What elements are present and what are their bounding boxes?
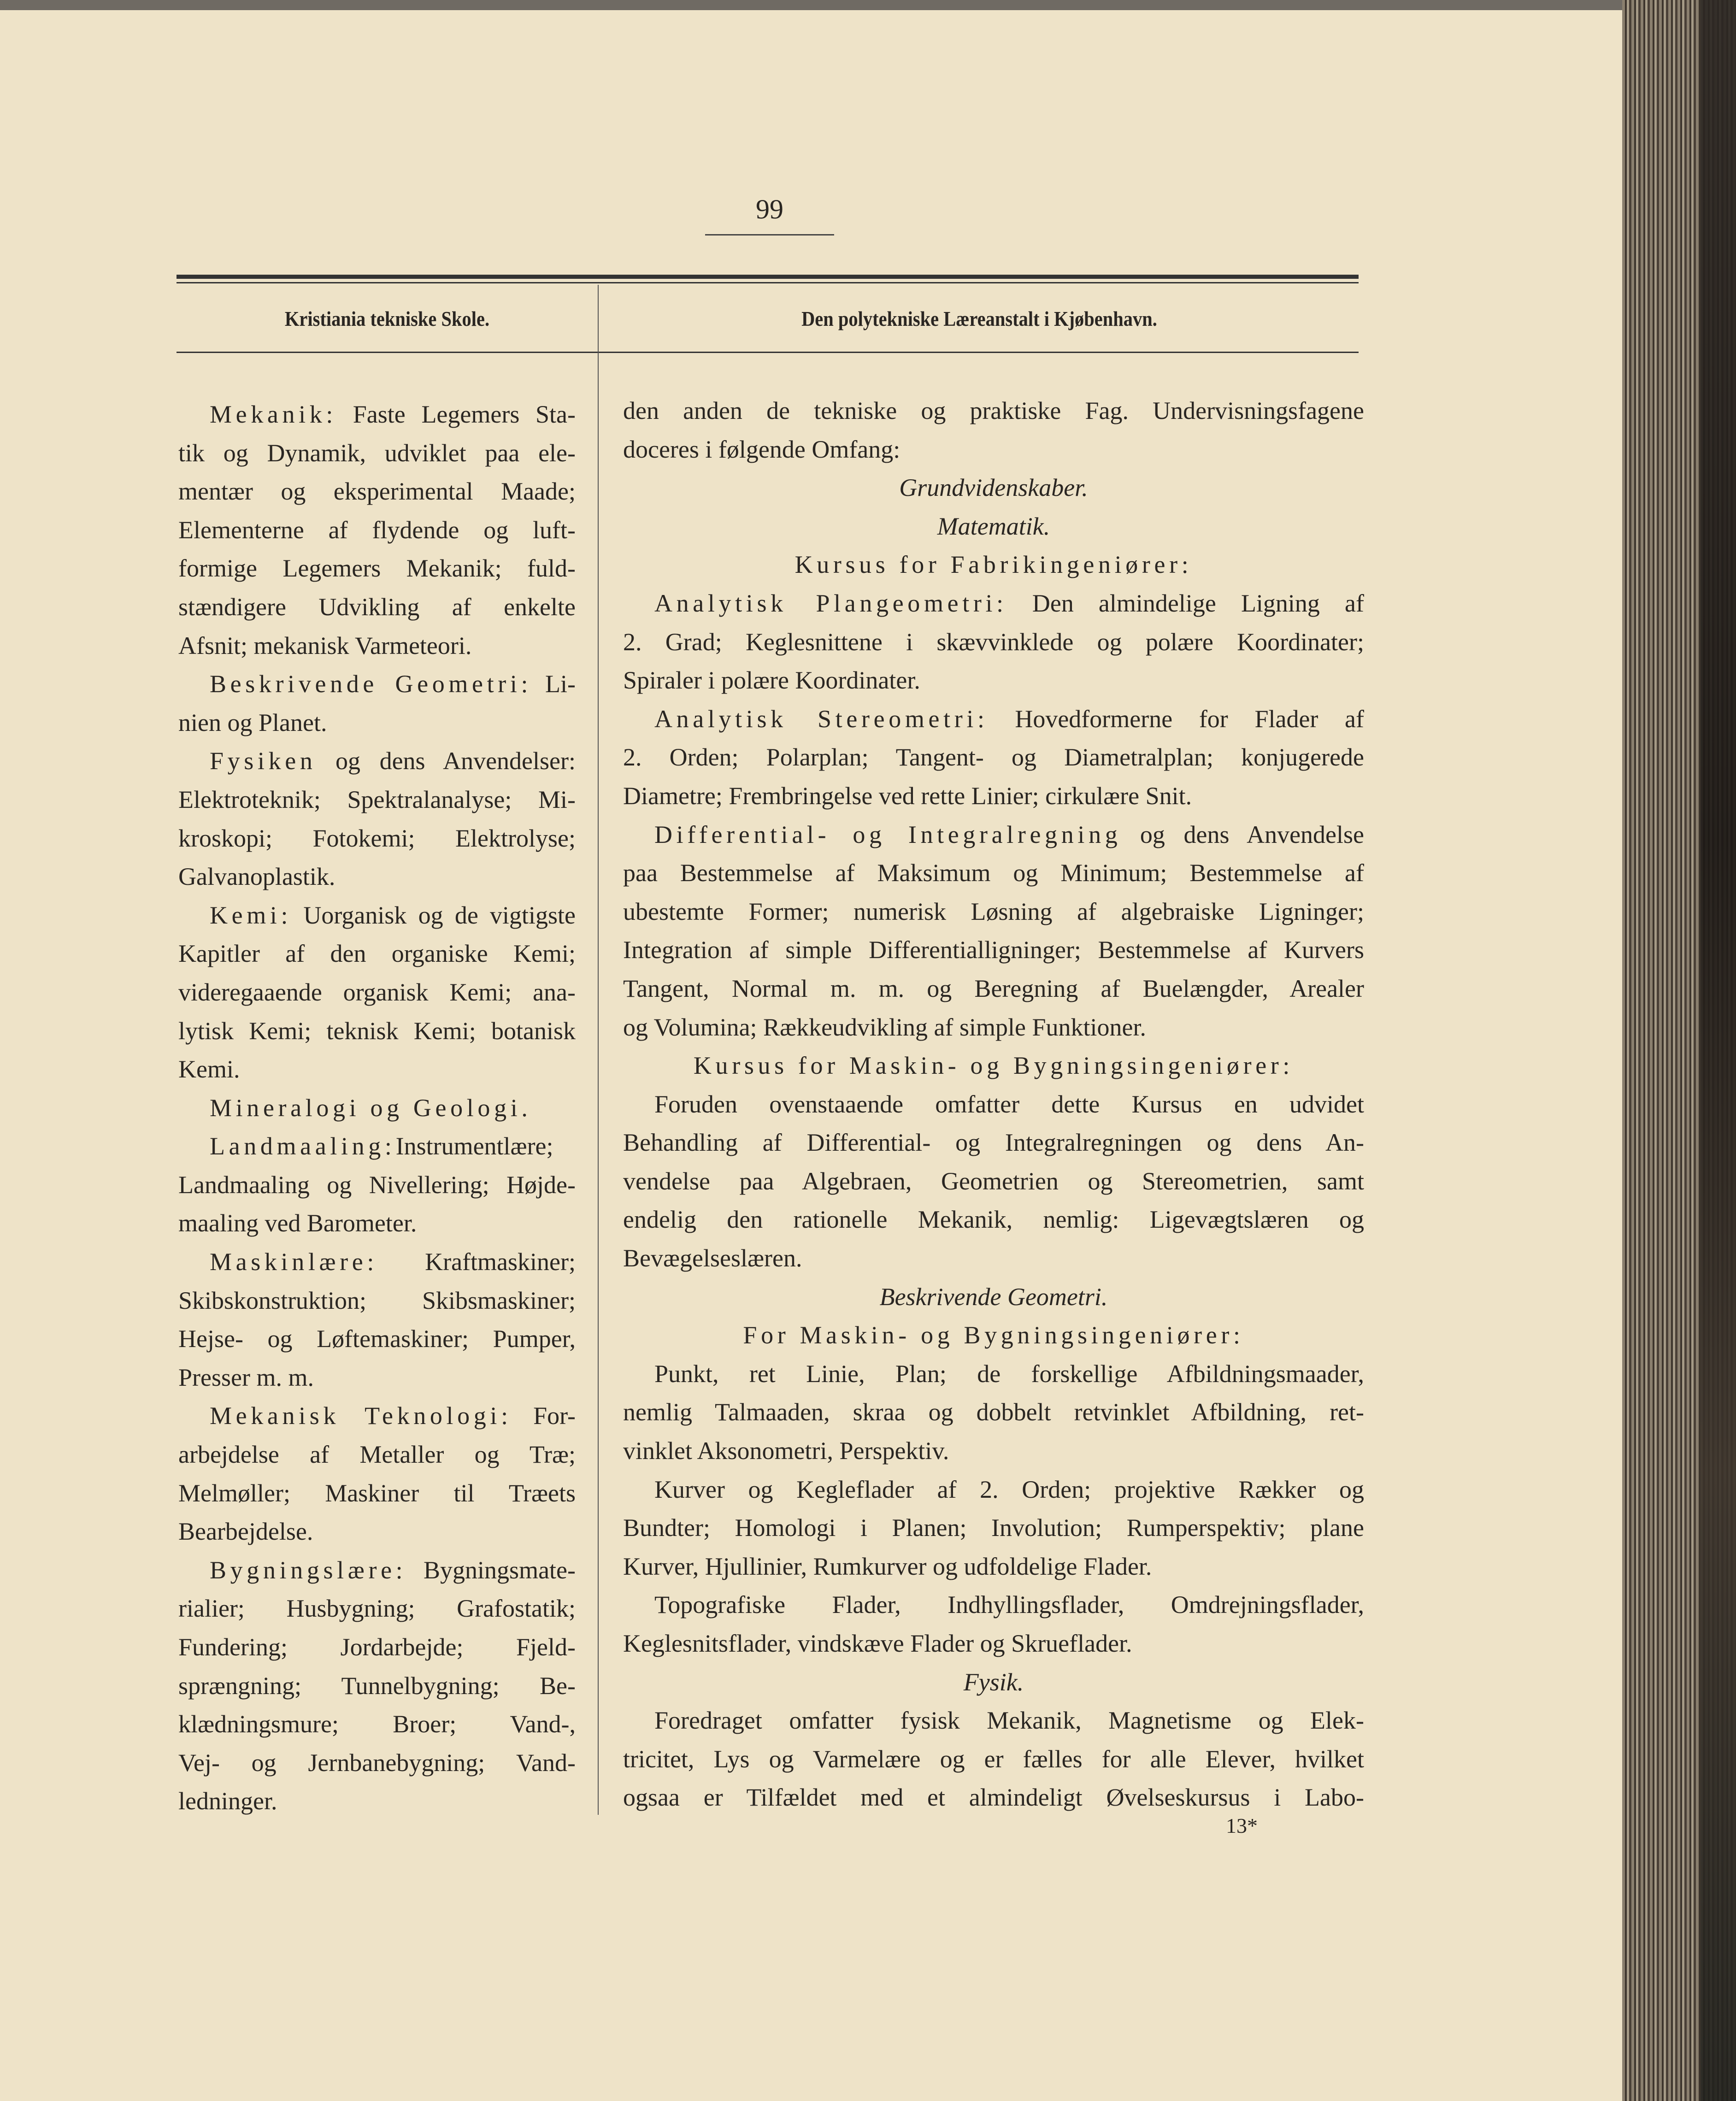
line-text: maaling ved Barometer.: [178, 1209, 417, 1237]
text-line: [623, 1509, 1364, 1548]
text-line: [178, 1050, 576, 1089]
line-text: Tangent, Normal m. m. og Beregning af Buelængder, Arealer: [623, 974, 1364, 1002]
section-heading: [623, 507, 1364, 546]
line-text: Hovedformerne for Flader af: [988, 705, 1364, 733]
line-text: Instrumentlære;: [395, 1132, 553, 1160]
text-line: [178, 1282, 576, 1320]
line-text: Landmaaling og Nivellering; Højde-: [178, 1171, 576, 1199]
line-text: Kurver og Kegleflader af 2. Orden; projektive Rækker og: [654, 1475, 1364, 1503]
text-line: [623, 1239, 1364, 1278]
text-line: [623, 1432, 1364, 1471]
line-text: 2. Grad; Keglesnittene i skævvinklede og polære Koordinater;: [623, 628, 1364, 656]
scan-top-edge: [0, 0, 1736, 10]
spaced-term: Fysiken: [210, 747, 317, 775]
line-text: Hejse- og Løftemaskiner; Pumper,: [178, 1325, 576, 1353]
line-text: klædningsmure; Broer; Vand-,: [178, 1710, 576, 1738]
spaced-term: Kursus for Fabrikingeniører:: [794, 551, 1193, 579]
text-line: [178, 1744, 576, 1783]
text-line: [623, 1162, 1364, 1201]
line-text: Vej- og Jernbanebygning; Vand-: [178, 1748, 576, 1777]
section-heading: [623, 1663, 1364, 1702]
spaced-term: For Maskin- og Bygningsingeniører:: [743, 1321, 1244, 1349]
signature-mark: 13*: [1226, 1814, 1258, 1837]
page-number-rule: [705, 234, 834, 235]
text-line: [623, 661, 1364, 700]
left-column-text: [178, 395, 576, 1821]
text-line: [623, 970, 1364, 1008]
spaced-term: Analytisk Plangeometri:: [654, 589, 1007, 617]
spaced-term: Mekanisk Teknologi:: [210, 1402, 512, 1430]
line-text: Topografiske Flader, Indhyllingsflader, Omdrejningsflader,: [654, 1591, 1364, 1619]
line-text: Kapitler af den organiske Kemi;: [178, 940, 576, 968]
line-text: Kurver, Hjullinier, Rumkurver og udfoldelige Flader.: [623, 1552, 1152, 1580]
line-text: og dens Anvendelse: [1121, 820, 1364, 848]
line-text: Foredraget omfatter fysisk Mekanik, Magnetisme og Elek-: [654, 1707, 1364, 1735]
line-text: ogsaa er Tilfældet med et almindeligt Øvelseskursus i Labo-: [623, 1783, 1364, 1812]
text-line: [178, 1166, 576, 1205]
section-heading: [623, 1316, 1364, 1355]
header-top-thin-rule: [177, 282, 1359, 283]
line-text: nemlig Talmaaden, skraa og dobbelt retvinklet Afbildning, ret-: [623, 1398, 1364, 1426]
line-text: Presser m. m.: [178, 1363, 314, 1391]
line-text: Punkt, ret Linie, Plan; de forskellige Afbildningsmaader,: [654, 1359, 1364, 1388]
line-text: Grundvidenskaber.: [899, 474, 1088, 502]
text-line: [623, 1471, 1364, 1509]
text-line: [178, 395, 576, 434]
line-text: ledninger.: [178, 1787, 277, 1815]
text-line: [178, 704, 576, 742]
text-line: [178, 434, 576, 473]
text-line: [623, 430, 1364, 469]
right-column-header: Den polytekniske Læreanstalt i Kjøbenhavn.: [801, 307, 1157, 330]
line-text: Beskrivende Geometri.: [879, 1283, 1108, 1311]
line-text: Matematik.: [937, 512, 1050, 540]
line-text: Behandling af Differential- og Integralregningen og dens An-: [623, 1129, 1364, 1157]
text-line: [178, 781, 576, 819]
text-line: [623, 623, 1364, 662]
text-line: [623, 1548, 1364, 1586]
line-text: Bundter; Homologi i Planen; Involution; Rumperspektiv; plane: [623, 1514, 1364, 1542]
text-line: [623, 1085, 1364, 1124]
line-text: Elektroteknik; Spektralanalyse; Mi-: [178, 785, 576, 813]
line-text: tik og Dynamik, udviklet paa ele-: [178, 439, 576, 467]
text-line: [623, 1201, 1364, 1239]
line-text: vinklet Aksonometri, Perspektiv.: [623, 1437, 949, 1465]
line-text: Foruden ovenstaaende omfatter dette Kursus en udvidet: [654, 1090, 1364, 1118]
spaced-term: Analytisk Stereometri:: [654, 705, 989, 733]
text-line: [178, 549, 576, 588]
line-text: For-: [512, 1402, 576, 1430]
spaced-term: Landmaaling:: [210, 1132, 396, 1160]
text-line: [178, 627, 576, 665]
text-line: [178, 858, 576, 896]
text-line: [178, 1667, 576, 1706]
line-text: Elementerne af flydende og luft-: [178, 516, 576, 544]
text-line: [178, 588, 576, 627]
line-text: tricitet, Lys og Varmelære og er fælles for alle Elever, hvilket: [623, 1745, 1364, 1773]
text-line: [623, 1740, 1364, 1779]
line-text: Li-: [532, 670, 576, 698]
line-text: Keglesnitsflader, vindskæve Flader og Skrueflader.: [623, 1630, 1132, 1657]
section-heading: [623, 1278, 1364, 1317]
section-heading: [623, 546, 1364, 584]
right-column-text: [623, 392, 1364, 1817]
spaced-term: Beskrivende Geometri:: [210, 670, 532, 698]
text-line: [178, 896, 576, 935]
line-text: paa Bestemmelse af Maksimum og Minimum; Bestemmelse af: [623, 859, 1364, 887]
text-line: [623, 392, 1364, 430]
text-line: [178, 1589, 576, 1628]
section-heading: [623, 1047, 1364, 1085]
line-text: Fundering; Jordarbejde; Fjeld-: [178, 1633, 576, 1661]
line-text: kroskopi; Fotokemi; Elektrolyse;: [178, 824, 576, 852]
line-text: vendelse paa Algebraen, Geometrien og Stereometrien, samt: [623, 1167, 1364, 1195]
text-line: [178, 1474, 576, 1513]
line-text: arbejdelse af Metaller og Træ;: [178, 1441, 576, 1469]
page-number: 99: [756, 194, 783, 224]
line-text: nien og Planet.: [178, 708, 327, 736]
line-text: mentær og eksperimental Maade;: [178, 477, 576, 506]
text-line: [178, 511, 576, 550]
line-text: Kemi.: [178, 1055, 240, 1083]
header-bottom-rule: [177, 352, 1359, 353]
section-heading: [623, 469, 1364, 507]
text-line: [178, 1705, 576, 1744]
spaced-term: Kursus for Maskin- og Bygningsingeniører:: [693, 1052, 1294, 1080]
line-text: rialier; Husbygning; Grafostatik;: [178, 1595, 576, 1623]
text-line: [178, 472, 576, 511]
text-line: [623, 1778, 1364, 1817]
text-line: [623, 931, 1364, 970]
line-text: Bevægelseslæren.: [623, 1244, 802, 1272]
text-line: [178, 742, 576, 781]
line-text: Bygningsmate-: [406, 1556, 576, 1584]
line-text: den anden de tekniske og praktiske Fag. Undervisningsfagene: [623, 397, 1364, 424]
text-line: [623, 1355, 1364, 1394]
left-column-header: Kristiania tekniske Skole.: [284, 307, 490, 330]
text-line: [623, 1124, 1364, 1162]
text-line: [178, 1628, 576, 1667]
text-line: [623, 1701, 1364, 1740]
text-line: [178, 1012, 576, 1051]
text-line: [178, 935, 576, 973]
line-text: Integration af simple Differentialligninger; Bestemmelse af Kurvers: [623, 936, 1364, 964]
line-text: Skibskonstruktion; Skibsmaskiner;: [178, 1286, 576, 1314]
line-text: og Volumina; Rækkeudvikling af simple Funktioner.: [623, 1013, 1147, 1041]
column-divider: [598, 285, 599, 1815]
line-text: endelig den rationelle Mekanik, nemlig: Ligevægtslæren og: [623, 1206, 1364, 1234]
text-line: [623, 584, 1364, 623]
line-text: lytisk Kemi; teknisk Kemi; botanisk: [178, 1017, 576, 1045]
spaced-term: Mekanik:: [210, 400, 337, 428]
line-text: Bearbejdelse.: [178, 1518, 313, 1546]
line-text: Galvanoplastik.: [178, 863, 335, 891]
text-line: [623, 700, 1364, 739]
text-line: [178, 1782, 576, 1821]
text-line: [178, 1551, 576, 1590]
text-line: [623, 854, 1364, 893]
text-line: [623, 893, 1364, 931]
text-line: [178, 1243, 576, 1282]
line-text: Afsnit; mekanisk Varmeteori.: [178, 631, 472, 659]
text-line: [178, 1089, 576, 1128]
line-text: ubestemte Former; numerisk Løsning af algebraiske Ligninger;: [623, 897, 1364, 925]
spaced-term: Maskinlære:: [210, 1248, 378, 1276]
text-line: [623, 1586, 1364, 1624]
text-line: [623, 816, 1364, 854]
line-text: Fysik.: [963, 1668, 1024, 1696]
text-line: [178, 1320, 576, 1359]
text-line: [178, 665, 576, 704]
text-line: [178, 1436, 576, 1474]
line-text: stændigere Udvikling af enkelte: [178, 593, 576, 621]
text-line: [623, 1624, 1364, 1663]
book-spine-shadow: [1701, 0, 1736, 2101]
text-line: [623, 1393, 1364, 1432]
line-text: videregaaende organisk Kemi; ana-: [178, 978, 576, 1006]
text-line: [623, 738, 1364, 777]
line-text: doceres i følgende Omfang:: [623, 435, 900, 463]
line-text: Melmøller; Maskiner til Træets: [178, 1479, 576, 1507]
line-text: Diametre; Frembringelse ved rette Linier; cirkulære Snit.: [623, 782, 1192, 810]
line-text: Kraftmaskiner;: [378, 1248, 576, 1276]
text-line: [178, 973, 576, 1012]
line-text: Spiraler i polære Koordinater.: [623, 666, 920, 694]
text-line: [178, 1359, 576, 1397]
line-text: og dens Anvendelser:: [316, 747, 576, 775]
header-top-thick-rule: [177, 275, 1359, 279]
spaced-term: Mineralogi og Geologi.: [210, 1094, 532, 1122]
text-line: [178, 1127, 576, 1166]
spaced-term: Differential- og Integralregning: [654, 820, 1122, 848]
spaced-term: Bygningslære:: [210, 1556, 407, 1584]
text-line: [178, 1397, 576, 1436]
text-line: [178, 1512, 576, 1551]
text-line: [623, 777, 1364, 816]
text-line: [623, 1008, 1364, 1047]
line-text: Faste Legemers Sta-: [337, 400, 576, 428]
line-text: Den almindelige Ligning af: [1007, 589, 1364, 617]
line-text: Uorganisk og de vigtigste: [292, 901, 576, 929]
line-text: 2. Orden; Polarplan; Tangent- og Diametralplan; konjugerede: [623, 743, 1364, 771]
text-line: [178, 819, 576, 858]
spaced-term: Kemi:: [210, 901, 292, 929]
text-line: [178, 1204, 576, 1243]
line-text: formige Legemers Mekanik; fuld-: [178, 554, 576, 583]
line-text: sprængning; Tunnelbygning; Be-: [178, 1671, 576, 1700]
